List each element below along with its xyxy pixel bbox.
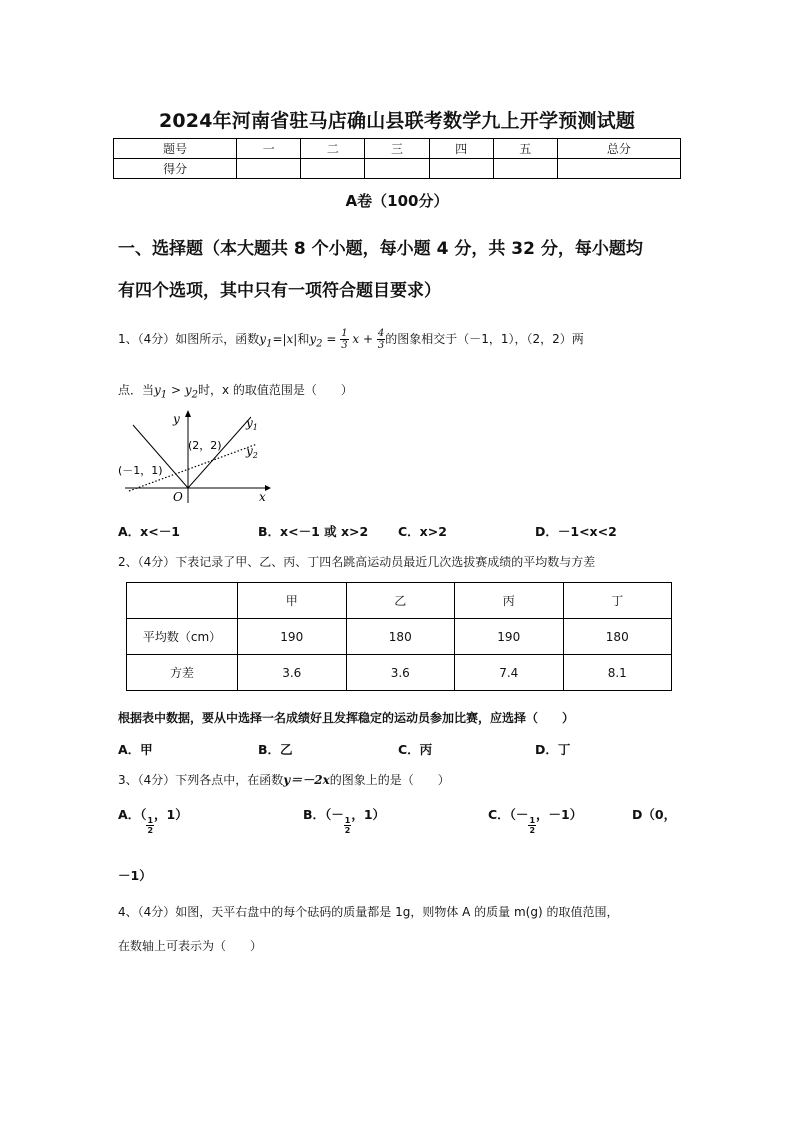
q2-cell: 180 <box>346 619 455 655</box>
q2-header-cell: 丙 <box>455 583 564 619</box>
q2-row-label: 平均数（cm） <box>127 619 238 655</box>
q3-option-d[interactable]: D（0， <box>632 807 677 822</box>
point-b-label: (－1，1) <box>118 464 163 477</box>
y1-line <box>133 417 251 488</box>
question-4-line2: 在数轴上可表示为（ ） <box>118 939 263 953</box>
point-a-label: (2，2) <box>188 439 222 452</box>
score-cell: 三 <box>365 139 429 159</box>
question-4-line1: 4、（4分）如图，天平右盘中的每个砝码的质量都是 1g，则物体 A 的质量 m(g) 的取值范围， <box>118 905 619 919</box>
y2-label-sub: 2 <box>252 451 258 460</box>
q3-opt-b-end: ，1） <box>351 807 386 822</box>
q3-opt-c-end: ，－1） <box>536 807 583 822</box>
score-blank <box>301 159 365 179</box>
q2-cell: 190 <box>455 619 564 655</box>
q2-option-b[interactable]: B．乙 <box>258 742 293 757</box>
q1-mid: 和 <box>297 332 310 346</box>
y2-label-main: y <box>246 444 253 458</box>
y-axis-label: y <box>173 412 180 426</box>
y1-label-sub: 1 <box>252 423 258 432</box>
origin-label: O <box>173 490 183 504</box>
x-axis-label: x <box>259 490 266 504</box>
page-title: 2024年河南省驻马店确山县联考数学九上开学预测试题 <box>158 110 636 132</box>
score-cell: 一 <box>237 139 301 159</box>
q1-line2-post: 时，x 的取值范围是（ ） <box>198 383 353 397</box>
q3-opt-b-frac <box>344 816 352 835</box>
q3-func: y＝－2x <box>283 773 330 787</box>
q3-opt-a-frac <box>146 816 154 835</box>
q3-option-a[interactable] <box>118 805 188 835</box>
q2-cell: 8.1 <box>563 655 672 691</box>
score-blank <box>365 159 429 179</box>
question-2-text2: 根据表中数据，要从中选择一名成绩好且发挥稳定的运动员参加比赛，应选择（ ） <box>118 711 575 725</box>
frac-denominator: 2 <box>529 826 536 835</box>
q2-header-cell: 甲 <box>238 583 347 619</box>
q3-option-d-cont[interactable]: －1） <box>118 868 152 883</box>
score-blank <box>429 159 493 179</box>
frac-denominator: 2 <box>344 826 351 835</box>
q3-opt-b-label: B．（－ <box>303 807 344 822</box>
q1-graph <box>115 405 280 505</box>
q2-cell: 7.4 <box>455 655 564 691</box>
y1-label <box>245 416 258 432</box>
frac-numerator: 1 <box>529 816 536 825</box>
q1-suffix: 的图象相交于（－1，1），（2，2）两 <box>385 332 584 346</box>
q3-opt-c-frac <box>528 816 536 835</box>
score-table <box>113 138 681 179</box>
q2-cell: 3.6 <box>346 655 455 691</box>
section-title: A卷（100分） <box>345 192 449 210</box>
score-table-header-row <box>114 139 681 159</box>
q1-func1: $y_1=|x|$ <box>259 332 298 350</box>
q2-option-c[interactable]: C．丙 <box>398 742 433 757</box>
q2-table-header-row <box>127 583 672 619</box>
score-cell: 二 <box>301 139 365 159</box>
q2-table-avg-row <box>127 619 672 655</box>
q1-option-b[interactable]: B．x<－1 或 x>2 <box>258 524 369 539</box>
question-1-line2 <box>118 381 353 400</box>
q1-option-a[interactable]: A．x<－1 <box>118 524 180 539</box>
score-blank <box>557 159 680 179</box>
score-cell: 题号 <box>114 139 237 159</box>
q2-header-cell <box>127 583 238 619</box>
score-cell: 五 <box>493 139 557 159</box>
question-1-line1 <box>118 328 584 351</box>
q2-row-label: 方差 <box>127 655 238 691</box>
q3-opt-a-end: ，1） <box>154 807 188 822</box>
y-axis-arrow-icon <box>185 410 191 417</box>
q3-opt-a-label: A．（ <box>118 807 147 822</box>
frac-denominator: 2 <box>147 826 154 835</box>
q3-option-c[interactable] <box>488 805 583 835</box>
q2-header-cell: 丁 <box>563 583 672 619</box>
frac-numerator: 1 <box>344 816 351 825</box>
q1-func2: $y_2$ = $\frac{1}{3}$ x + $\frac{4}{3}$ <box>309 328 385 351</box>
score-cell: 总分 <box>557 139 680 159</box>
part1-heading-line1: 一、选择题（本大题共 8 个小题，每小题 4 分，共 32 分，每小题均 <box>118 239 643 259</box>
q3-text-post: 的图象上的是（ ） <box>329 773 450 787</box>
score-blank <box>493 159 557 179</box>
q2-table-var-row <box>127 655 672 691</box>
q2-table <box>126 582 672 691</box>
q3-option-b[interactable] <box>303 805 386 835</box>
q3-opt-c-label: C．（－ <box>488 807 529 822</box>
q2-option-d[interactable]: D．丁 <box>535 742 571 757</box>
q2-cell: 190 <box>238 619 347 655</box>
q1-line2-pre: 点．当 <box>118 383 155 397</box>
q1-prefix: 1、（4分）如图所示，函数 <box>118 332 260 346</box>
score-cell: 四 <box>429 139 493 159</box>
part1-heading-line2: 有四个选项，其中只有一项符合题目要求） <box>118 281 441 301</box>
frac-numerator: 1 <box>147 816 154 825</box>
q1-option-d[interactable]: D．－1<x<2 <box>535 524 617 539</box>
q2-header-cell: 乙 <box>346 583 455 619</box>
q1-option-c[interactable]: C．x>2 <box>398 524 447 539</box>
q2-option-a[interactable]: A．甲 <box>118 742 153 757</box>
score-table-score-row <box>114 159 681 179</box>
y1-label-main: y <box>246 416 253 430</box>
score-label: 得分 <box>114 159 237 179</box>
question-3-text <box>118 771 450 788</box>
q2-cell: 3.6 <box>238 655 347 691</box>
score-blank <box>237 159 301 179</box>
q2-cell: 180 <box>563 619 672 655</box>
q3-text-pre: 3、（4分）下列各点中，在函数 <box>118 773 284 787</box>
y2-label <box>245 444 258 460</box>
question-2-text: 2、（4分）下表记录了甲、乙、丙、丁四名跳高运动员最近几次选拔赛成绩的平均数与方差 <box>118 555 596 569</box>
q1-condition: $y_1 > y_2$ <box>154 383 199 401</box>
x-axis-arrow-icon <box>265 485 271 491</box>
